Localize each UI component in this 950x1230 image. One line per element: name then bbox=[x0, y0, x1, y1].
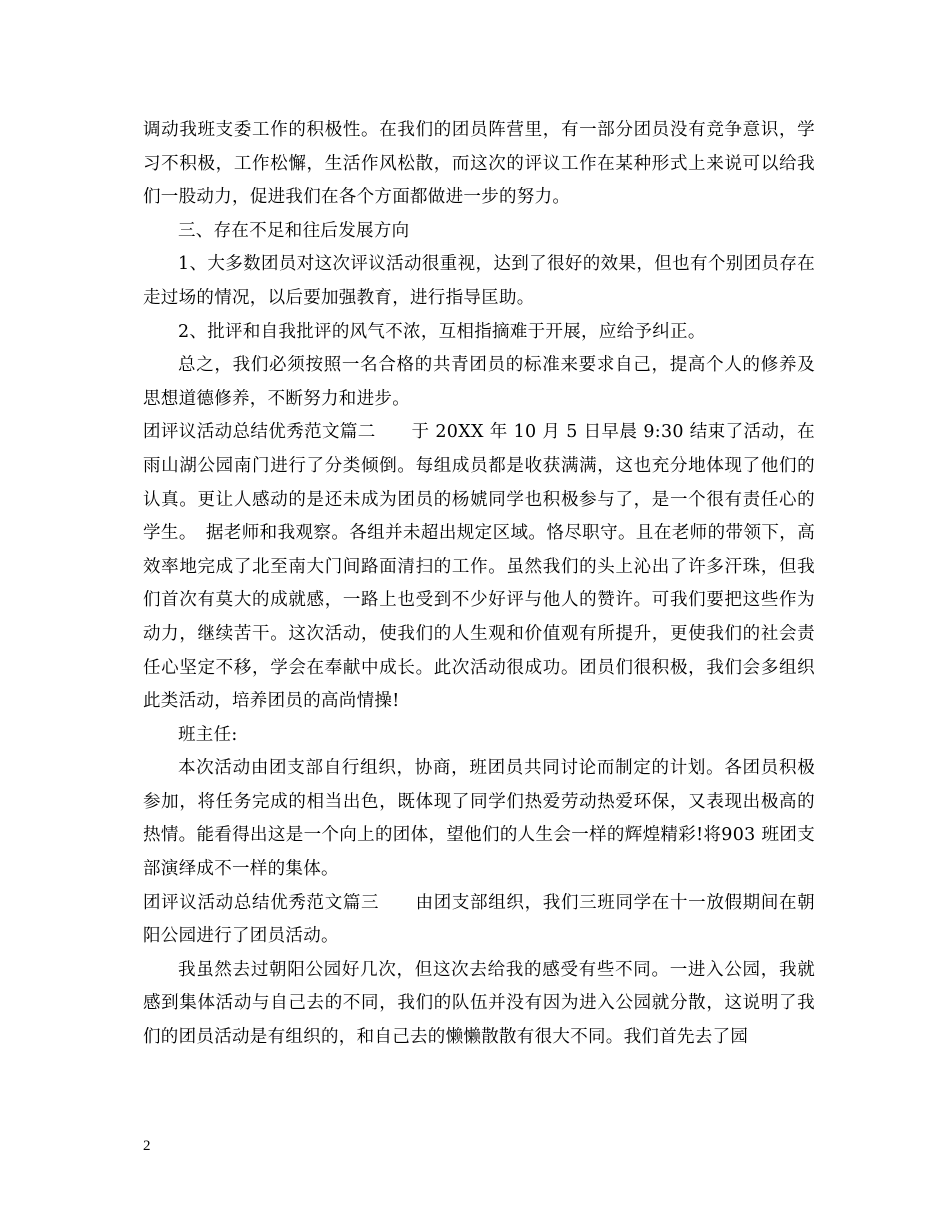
paragraph-article-2: 团评议活动总结优秀范文篇二 于 20XX 年 10 月 5 日早晨 9:30 结束了活动，在雨山湖公园南门进行了分类倾倒。每组成员都是收获满满，这也充分地体现了他们的认真。更让人感动的是还未成为团员的杨婋同学也积极参与了，是一个很有责任心的学生。 据老师和我观察。各组并未超出规定区域。恪尽职守。且在老师的带领下，高效率地完成了北至南大门间路面清扫的工作。虽然我们的头上沁出了许多汗珠，但我们首次有莫大的成就感，一路上也受到不少好评与他人的赞许。可我们要把这些作为动力，继续苦干。这次活动，使我们的人生观和价值观有所提升，更使我们的社会责任心坚定不移，学会在奉献中成长。此次活动很成功。团员们很积极，我们会多组织此类活动，培养团员的高尚情操! bbox=[143, 422, 815, 712]
paragraph-article-3-body: 我虽然去过朝阳公园好几次，但这次去给我的感受有些不同。一进入公园，我就感到集体活动与自己去的不同，我们的队伍并没有因为进入公园就分散，这说明了我们的团员活动是有组织的，和自己去的懒懒散散有很大不同。我们首先去了园 bbox=[143, 959, 815, 1048]
paragraph-point-1: 1、大多数团员对这次评议活动很重视，达到了很好的效果，但也有个别团员存在走过场的情况，以后要加强教育，进行指导匡助。 bbox=[143, 254, 815, 308]
document-body bbox=[143, 114, 815, 1055]
section-heading-shortcomings: 三、存在不足和往后发展方向 bbox=[178, 220, 410, 241]
paragraph-head-teacher-comment: 本次活动由团支部自行组织，协商，班团员共同讨论而制定的计划。各团员积极参加，将任务完成的相当出色，既体现了同学们热爱劳动热爱环保，又表现出极高的热情。能看得出这是一个向上的团体，望他们的人生会一样的辉煌精彩!将903 班团支部演绎成不一样的集体。 bbox=[143, 758, 815, 880]
paragraph-article-3: 团评议活动总结优秀范文篇三 由团支部组织，我们三班同学在十一放假期间在朝阳公园进行了团员活动。 bbox=[143, 892, 815, 947]
page-number: 2 bbox=[143, 1138, 151, 1154]
paragraph-1: 调动我班支委工作的积极性。在我们的团员阵营里，有一部分团员没有竞争意识，学习不积极，工作松懈，生活作风松散，而这次的评议工作在某种形式上来说可以给我们一股动力，促进我们在各个方面都做进一步的努力。 bbox=[143, 120, 815, 208]
paragraph-point-2: 2、批评和自我批评的风气不浓，互相指摘难于开展，应给予纠正。 bbox=[178, 321, 706, 342]
paragraph-head-teacher-label: 班主任: bbox=[178, 724, 238, 745]
paragraph-conclusion: 总之，我们必须按照一名合格的共青团员的标准来要求自己，提高个人的修养及思想道德修养，不断努力和进步。 bbox=[143, 355, 815, 409]
